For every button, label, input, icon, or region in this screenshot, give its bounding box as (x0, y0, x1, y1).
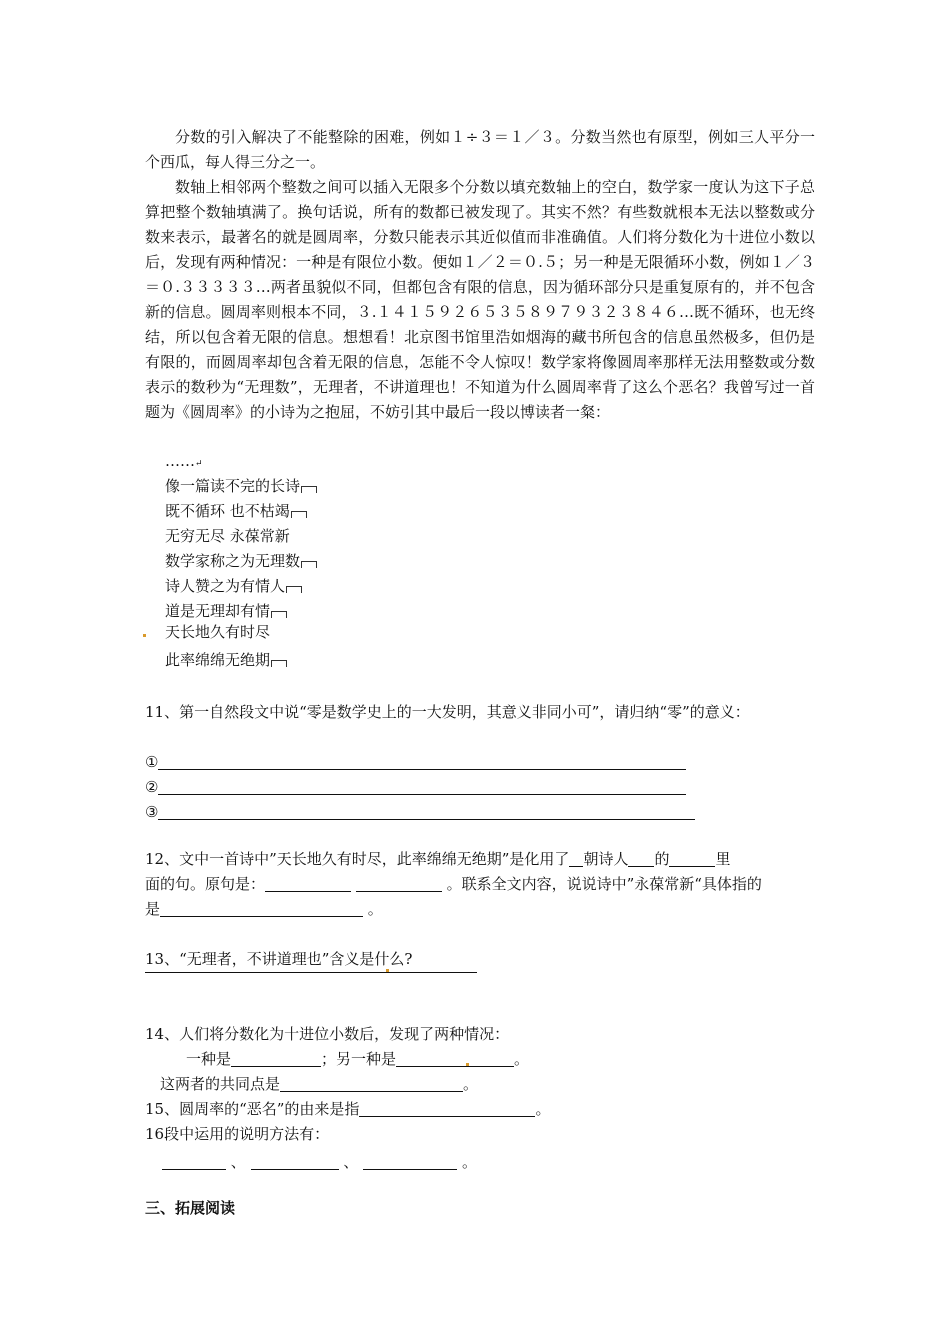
answer-blank[interactable] (158, 778, 686, 795)
answer-blank[interactable] (231, 1050, 321, 1067)
answer-blank[interactable] (265, 875, 351, 892)
anchor-dot (386, 969, 389, 972)
poem-line: 天长地久有时尽 (165, 623, 271, 641)
answer-blank[interactable] (158, 753, 686, 770)
question-14-line2: 一种是 ；另一种是 。 (186, 1050, 530, 1068)
poem-line: 像一篇读不完的长诗 (165, 474, 317, 498)
q11-answer-2: ② (145, 775, 686, 800)
answer-blank[interactable] (356, 875, 442, 892)
q11-answer-3: ③ (145, 800, 695, 825)
anchor-dot (143, 634, 146, 637)
question-16-answers: 、 、 。 (162, 1150, 477, 1175)
poem-line: 无穷无尽 永葆常新 (165, 527, 290, 545)
answer-blank[interactable] (628, 850, 654, 867)
section-heading: 三、拓展阅读 (145, 1199, 236, 1217)
question-11: 11、第一自然段文中说“零是数学史上的一大发明，其意义非同小可”，请归纳“零”的意义： (145, 703, 750, 721)
question-16: 16段中运用的说明方法有： (145, 1125, 330, 1143)
paragraph-1: 分数的引入解决了不能整除的困难，例如１÷３＝１／３。分数当然也有原型，例如三人平分一个西瓜，每人得三分之一。 (145, 128, 815, 171)
answer-blank[interactable] (251, 1153, 339, 1170)
answer-blank[interactable] (396, 1050, 514, 1067)
question-14-line3: 这两者的共同点是 。 (160, 1075, 479, 1093)
q11-answer-1: ① (145, 750, 686, 775)
poem-line: 诗人赞之为有情人 (165, 574, 302, 598)
question-14: 14、人们将分数化为十进位小数后，发现了两种情况： (145, 1025, 510, 1043)
question-13: 13、“无理者，不讲道理也”含义是什么? (145, 947, 477, 973)
question-12-line1: 12、文中一首诗中”天长地久有时尽，此率绵绵无绝期”是化用了 朝诗人 的 里 (145, 850, 731, 868)
question-15: 15、圆周率的“恶名”的由来是指 。 (145, 1100, 551, 1118)
answer-blank[interactable] (669, 850, 715, 867)
poem-line: 此率绵绵无绝期 (165, 648, 287, 672)
question-12-line3: 是 。 (145, 900, 383, 918)
poem-line: 道是无理却有情 (165, 599, 287, 623)
paragraph-2: 数轴上相邻两个整数之间可以插入无限多个分数以填充数轴上的空白，数学家一度认为这下子总算把整个数轴填满了。换句话说，所有的数都已被发现了。其实不然？有些数就根本无法以整数或分数来表示，最著名的就是圆周率，分数只能表示其近似值而非准确值。人们将分数化为十进位小数以后，发现有两种情况：一种是有限位小数。便如１／２＝０.５；另一种是无限循环小数，例如１／３＝０.３３３３３…两者虽貌似不同，但都包含有限的信息，因为循环部分只是重复原有的，并不包含新的信息。圆周率则根本不同，３.１４１５９２６５３５８９７９３２３８４６…既不循环，也无终结，所以包含着无限的信息。想想看！北京图书馆里浩如烟海的藏书所包含的信息虽然极多，但仍是有限的，而圆周率却包含着无限的信息，怎能不令人惊叹！数学家将像圆周率那样无法用整数或分数表示的数秒为“无理数”，无理者，不讲道理也！不知道为什么圆周率背了这么个恶名？我曾写过一首题为《圆周率》的小诗为之抱屈，不妨引其中最后一段以博读者一粲： (145, 178, 815, 421)
answer-blank[interactable] (280, 1075, 463, 1092)
answer-blank[interactable] (160, 900, 363, 917)
anchor-dot (466, 1063, 469, 1066)
answer-blank[interactable] (569, 850, 583, 867)
answer-blank[interactable] (162, 1153, 226, 1170)
poem-line: 既不循环 也不枯竭 (165, 499, 307, 523)
answer-blank[interactable] (158, 803, 695, 820)
answer-blank[interactable] (359, 1100, 535, 1117)
poem-line: 数学家称之为无理数 (165, 549, 317, 573)
answer-blank[interactable] (363, 1153, 457, 1170)
poem-ellipsis: ……↵ (165, 452, 203, 470)
question-12-line2: 面的句。原句是： 。联系全文内容，说说诗中”永葆常新“具体指的 (145, 875, 762, 893)
